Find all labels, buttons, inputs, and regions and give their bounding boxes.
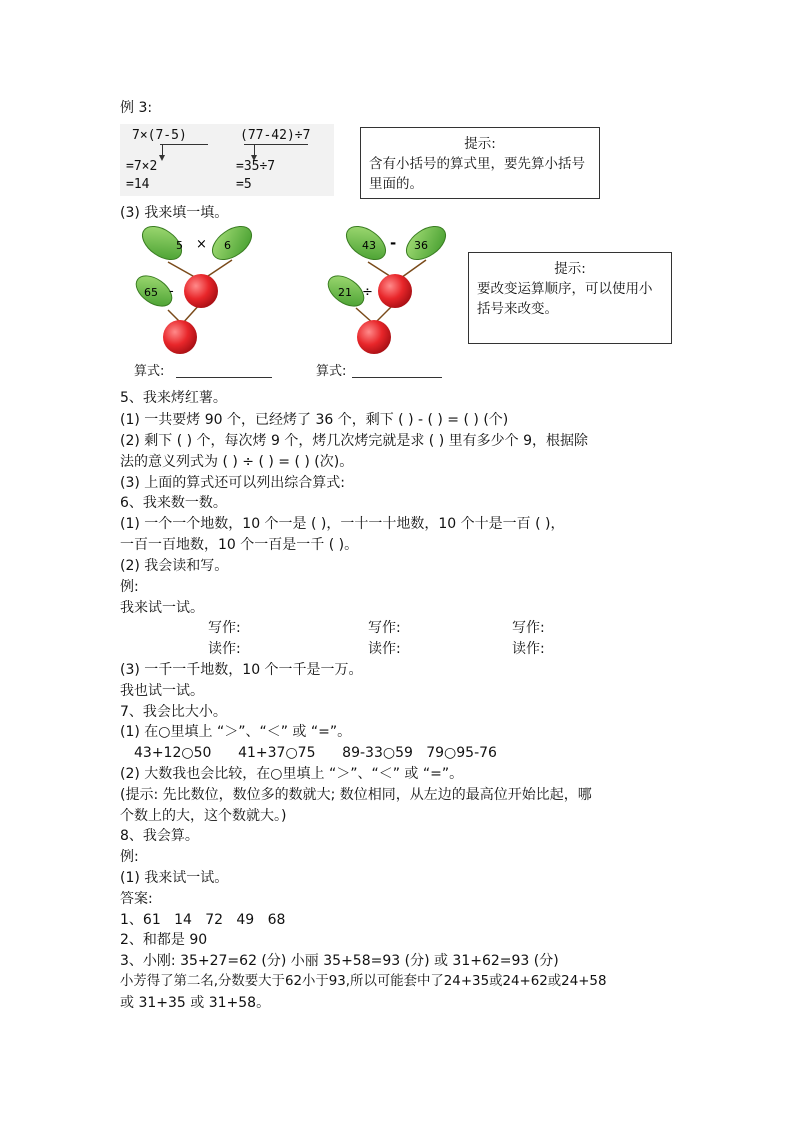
example3-left-line1: 7×(7-5) xyxy=(132,128,187,143)
text-line: (2) 剩下 ( ) 个，每次烤 9 个，烤几次烤完就是求 ( ) 里有多少个 9，根据除 xyxy=(120,433,588,449)
apple-icon xyxy=(184,274,218,308)
read-label: 读作: xyxy=(368,641,401,657)
compare-expressions: 43+12○50 41+37○75 89-33○59 79○95-76 xyxy=(134,745,497,761)
text-line: (2) 我会读和写。 xyxy=(120,558,229,574)
formula-blank-2 xyxy=(352,377,442,378)
text-line: (1) 在○里填上 “＞”、“＜” 或 “=”。 xyxy=(120,724,352,740)
formula-label-1: 算式: xyxy=(134,364,165,379)
text-line: 我来试一试。 xyxy=(120,600,204,616)
tree1-top-op: × xyxy=(196,237,207,252)
text-line: 答案: xyxy=(120,891,153,907)
text-line: (3) 上面的算式还可以列出综合算式: xyxy=(120,475,345,491)
tree1-mid-op: - xyxy=(169,284,174,299)
tree1-top-right: 6 xyxy=(224,239,231,252)
hint-body: 含有小括号的算式里，要先算小括号里面的。 xyxy=(369,156,585,192)
tree1-mid-left: 65 xyxy=(144,286,158,299)
example3-box xyxy=(120,124,334,196)
example3-left-line2: =7×2 xyxy=(126,159,158,174)
tree2-top-right: 36 xyxy=(414,239,428,252)
text-line: 例: xyxy=(120,579,139,595)
text-line: (1) 我来试一试。 xyxy=(120,870,229,886)
read-label: 读作: xyxy=(512,641,545,657)
tree2-top-left: 43 xyxy=(362,239,376,252)
tree2-mid-op: ÷ xyxy=(362,285,373,300)
tree1-top-left: 5 xyxy=(176,239,183,252)
text-line: 8、我会算。 xyxy=(120,828,199,844)
down-arrow-icon xyxy=(254,144,255,156)
underline xyxy=(160,144,208,145)
hint-title: 提示: xyxy=(464,136,496,152)
answer-line: 2、和都是 90 xyxy=(120,932,208,948)
answer-line: 小芳得了第二名,分数要大于62小于93,所以可能套中了24+35或24+62或24+58 xyxy=(120,974,607,989)
apple-tree-2 xyxy=(326,224,466,360)
text-line: 5、我来烤红薯。 xyxy=(120,390,227,406)
write-label: 写作: xyxy=(368,620,401,636)
hint-title: 提示: xyxy=(554,261,586,277)
apple-icon xyxy=(357,320,391,354)
hint-box-order xyxy=(468,252,672,344)
formula-blank-1 xyxy=(176,377,272,378)
example3-title: 例 3: xyxy=(120,100,153,116)
tree2-top-op: - xyxy=(390,234,397,252)
answer-line: 3、小刚: 35+27=62 (分) 小丽 35+58=93 (分) 或 31+62=93 (分) xyxy=(120,953,559,969)
text-line: 例: xyxy=(120,849,139,865)
hint-box-parentheses xyxy=(360,127,600,199)
text-line: (1) 一共要烤 90 个，已经烤了 36 个，剩下 ( ) - ( ) = ( ) (个) xyxy=(120,412,509,428)
text-line: (1) 一个一个地数，10 个一是 ( )，一十一十地数，10 个十是一百 ( )， xyxy=(120,516,565,532)
answer-line: 或 31+35 或 31+58。 xyxy=(120,995,271,1011)
text-line: (2) 大数我也会比较，在○里填上 “＞”、“＜” 或 “=”。 xyxy=(120,766,464,782)
apple-tree-1 xyxy=(128,224,268,360)
write-label: 写作: xyxy=(208,620,241,636)
formula-label-2: 算式: xyxy=(316,364,347,379)
write-label: 写作: xyxy=(512,620,545,636)
hint-body: 要改变运算顺序，可以使用小括号来改变。 xyxy=(477,281,653,317)
example3-right-line1: (77-42)÷7 xyxy=(240,128,311,143)
read-label: 读作: xyxy=(208,641,241,657)
text-line: 法的意义列式为 ( ) ÷ ( ) = ( ) (次)。 xyxy=(120,454,354,470)
example3-left-line3: =14 xyxy=(126,177,150,192)
text-line: 7、我会比大小。 xyxy=(120,704,227,720)
down-arrow-icon xyxy=(162,144,163,156)
example3-right-line3: =5 xyxy=(236,177,252,192)
example3-right-line2: =35÷7 xyxy=(236,159,276,174)
apple-icon xyxy=(163,320,197,354)
tree2-mid-left: 21 xyxy=(338,286,352,299)
text-line: (提示: 先比数位，数位多的数就大; 数位相同，从左边的最高位开始比起，哪 xyxy=(120,787,592,803)
text-line: 个数上的大，这个数就大。) xyxy=(120,808,287,824)
text-line: 一百一百地数，10 个一百是一千 ( )。 xyxy=(120,537,359,553)
apple-icon xyxy=(378,274,412,308)
text-line: 我也试一试。 xyxy=(120,683,204,699)
leaf-icon xyxy=(207,224,258,266)
text-line: (3) 一千一千地数，10 个一千是一万。 xyxy=(120,662,363,678)
answer-line: 1、61 14 72 49 68 xyxy=(120,912,286,928)
fill-section-title: (3) 我来填一填。 xyxy=(120,205,229,221)
text-line: 6、我来数一数。 xyxy=(120,495,227,511)
